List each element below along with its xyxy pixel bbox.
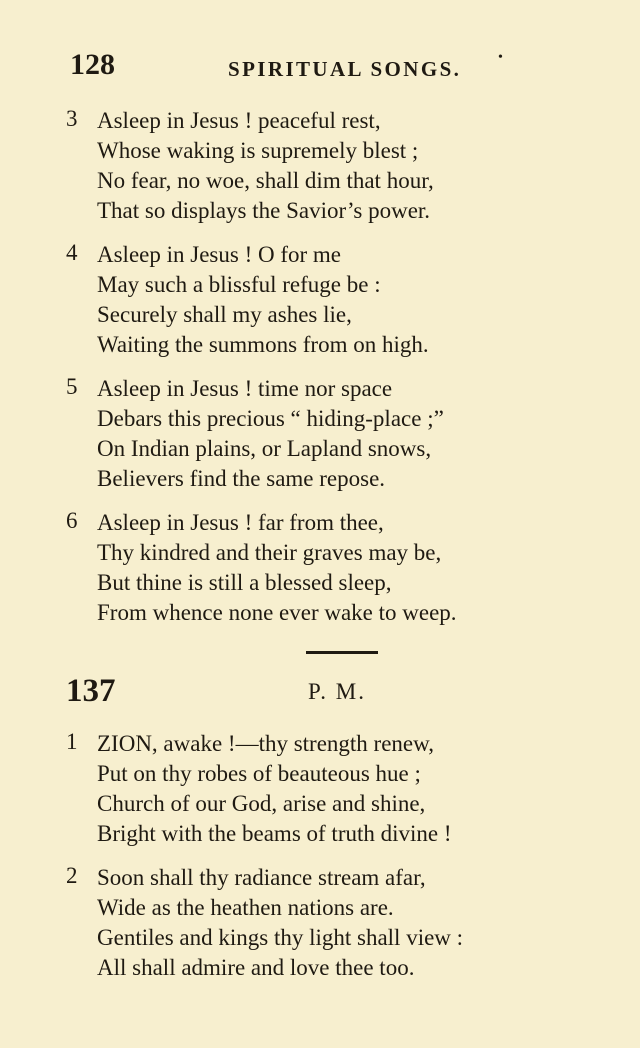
- verse-line: Believers find the same repose.: [97, 466, 386, 491]
- hymn-number: 137: [66, 673, 116, 709]
- verse-line: That so displays the Savior’s power.: [97, 198, 431, 223]
- print-mark: •: [498, 50, 503, 65]
- verse-line: On Indian plains, or Lapland snows,: [97, 436, 432, 461]
- verse-line: Securely shall my ashes lie,: [97, 302, 352, 327]
- verse-line: Thy kindred and their graves may be,: [97, 540, 442, 565]
- hymn-meter: P. M.: [308, 679, 366, 704]
- verse-line: Waiting the summons from on high.: [97, 332, 429, 357]
- page-number: 128: [70, 48, 115, 81]
- verse-line: Gentiles and kings thy light shall view :: [97, 925, 464, 950]
- verse-line: All shall admire and love thee too.: [97, 955, 415, 980]
- verse-line: From whence none ever wake to weep.: [97, 600, 457, 625]
- verse-line: Soon shall thy radiance stream afar,: [97, 865, 426, 890]
- stanza-number: 2: [66, 863, 78, 888]
- section-divider: [306, 651, 378, 654]
- running-title: SPIRITUAL SONGS.: [228, 57, 462, 81]
- stanza-number: 3: [66, 106, 78, 131]
- verse-line: ZION, awake !—thy strength renew,: [97, 731, 435, 756]
- verse-line: Church of our God, arise and shine,: [97, 791, 426, 816]
- verse-line: Asleep in Jesus ! peaceful rest,: [97, 108, 381, 133]
- verse-line: Bright with the beams of truth divine !: [97, 821, 452, 846]
- stanza-number: 1: [66, 729, 78, 754]
- verse-line: Asleep in Jesus ! time nor space: [97, 376, 393, 401]
- stanza-number: 4: [66, 240, 78, 265]
- page-header: [0, 48, 640, 88]
- verse-line: Put on thy robes of beauteous hue ;: [97, 761, 421, 786]
- verse-line: But thine is still a blessed sleep,: [97, 570, 392, 595]
- verse-line: Whose waking is supremely blest ;: [97, 138, 419, 163]
- stanza-number: 6: [66, 508, 78, 533]
- stanza-number: 5: [66, 374, 78, 399]
- verse-line: Wide as the heathen nations are.: [97, 895, 394, 920]
- verse-line: Debars this precious “ hiding-place ;”: [97, 406, 444, 431]
- verse-line: No fear, no woe, shall dim that hour,: [97, 168, 434, 193]
- verse-line: Asleep in Jesus ! O for me: [97, 242, 342, 267]
- verse-line: May such a blissful refuge be :: [97, 272, 381, 297]
- verse-line: Asleep in Jesus ! far from thee,: [97, 510, 384, 535]
